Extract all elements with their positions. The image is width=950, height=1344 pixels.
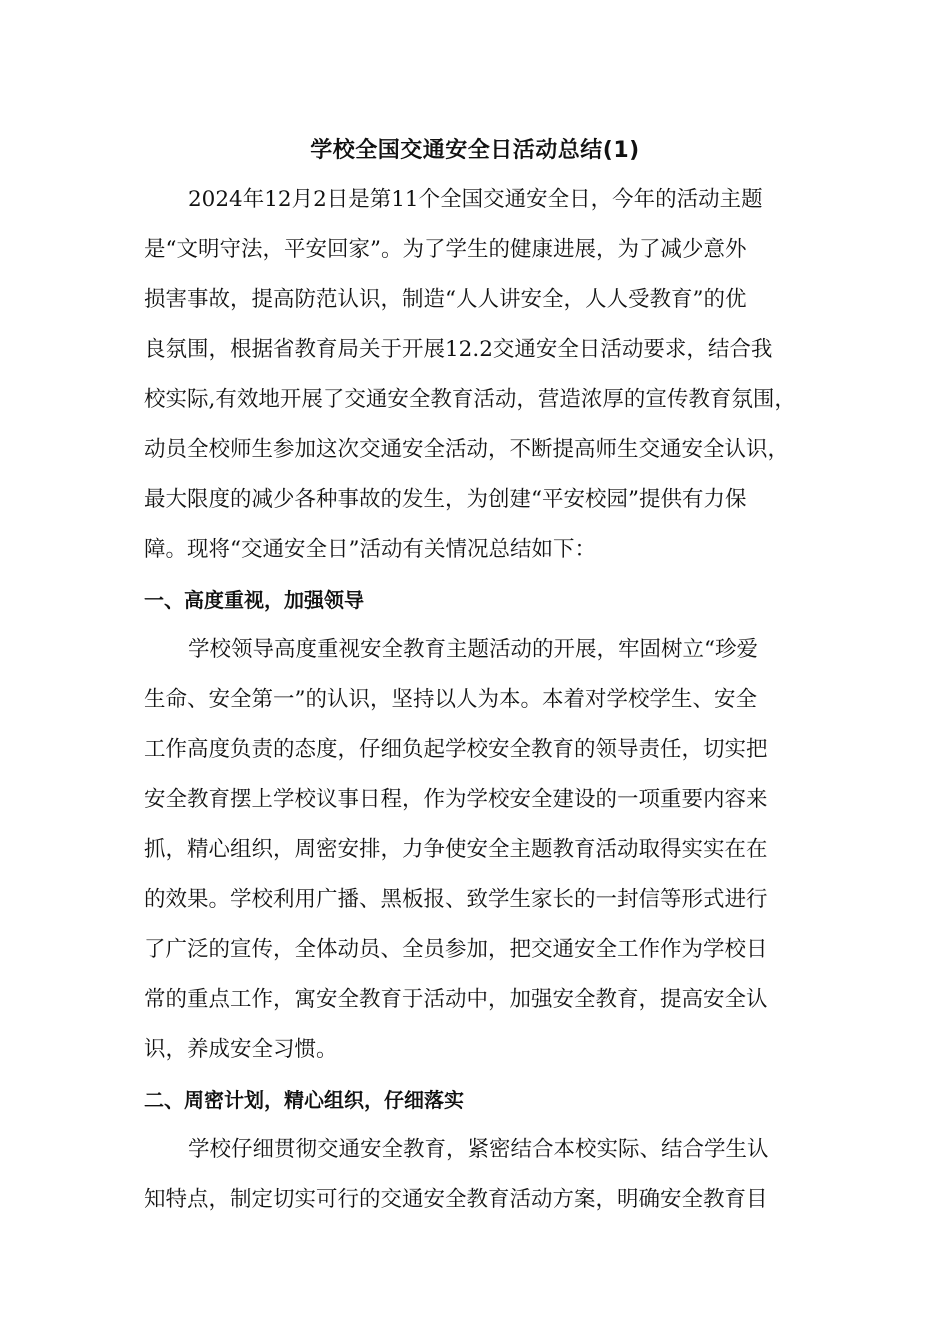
text-line: 知特点，制定切实可行的交通安全教育活动方案，明确安全教育目 xyxy=(144,1187,768,1212)
text-line: 是“文明守法，平安回家”。为了学生的健康进展，为了减少意外 xyxy=(144,237,747,262)
text-line: 最大限度的减少各种事故的发生，为创建“平安校园”提供有力保 xyxy=(144,487,747,512)
text-line: 学校仔细贯彻交通安全教育，紧密结合本校实际、结合学生认 xyxy=(188,1137,769,1162)
text-line: 工作高度负责的态度，仔细负起学校安全教育的领导责任，切实把 xyxy=(144,737,768,762)
text-line: 2024年12月2日是第11个全国交通安全日，今年的活动主题 xyxy=(188,187,763,212)
text-line: 识，养成安全习惯。 xyxy=(144,1037,338,1062)
text-line: 生命、安全第一”的认识，坚持以人为本。本着对学校学生、安全 xyxy=(144,687,757,712)
text-line: 动员全校师生参加这次交通安全活动，不断提高师生交通安全认识， xyxy=(144,437,790,462)
text-line: 校实际,有效地开展了交通安全教育活动，营造浓厚的宣传教育氛围， xyxy=(144,387,796,412)
paragraph-section-1 xyxy=(144,625,824,1075)
text-line: 良氛围，根据省教育局关于开展12.2交通安全日活动要求，结合我 xyxy=(144,337,773,362)
text-line: 了广泛的宣传，全体动员、全员参加，把交通安全工作作为学校日 xyxy=(144,937,768,962)
text-line: 安全教育摆上学校议事日程，作为学校安全建设的一项重要内容来 xyxy=(144,787,768,812)
document-body xyxy=(144,175,824,1225)
text-line: 常的重点工作，寓安全教育于活动中，加强安全教育，提高安全认 xyxy=(144,987,768,1012)
paragraph-intro xyxy=(144,175,824,575)
text-line: 学校领导高度重视安全教育主题活动的开展，牢固树立“珍爱 xyxy=(188,637,758,662)
section-heading-1: 一、高度重视，加强领导 xyxy=(144,588,364,612)
document-title: 学校全国交通安全日活动总结(1) xyxy=(310,138,640,163)
text-line: 的效果。学校利用广播、黑板报、致学生家长的一封信等形式进行 xyxy=(144,887,768,912)
paragraph-section-2 xyxy=(144,1125,824,1225)
text-line: 损害事故，提高防范认识，制造“人人讲安全，人人受教育”的优 xyxy=(144,287,747,312)
text-line: 障。现将“交通安全日”活动有关情况总结如下： xyxy=(144,537,596,562)
text-line: 抓，精心组织，周密安排，力争使安全主题教育活动取得实实在在 xyxy=(144,837,768,862)
section-heading-2: 二、周密计划，精心组织，仔细落实 xyxy=(144,1088,464,1112)
